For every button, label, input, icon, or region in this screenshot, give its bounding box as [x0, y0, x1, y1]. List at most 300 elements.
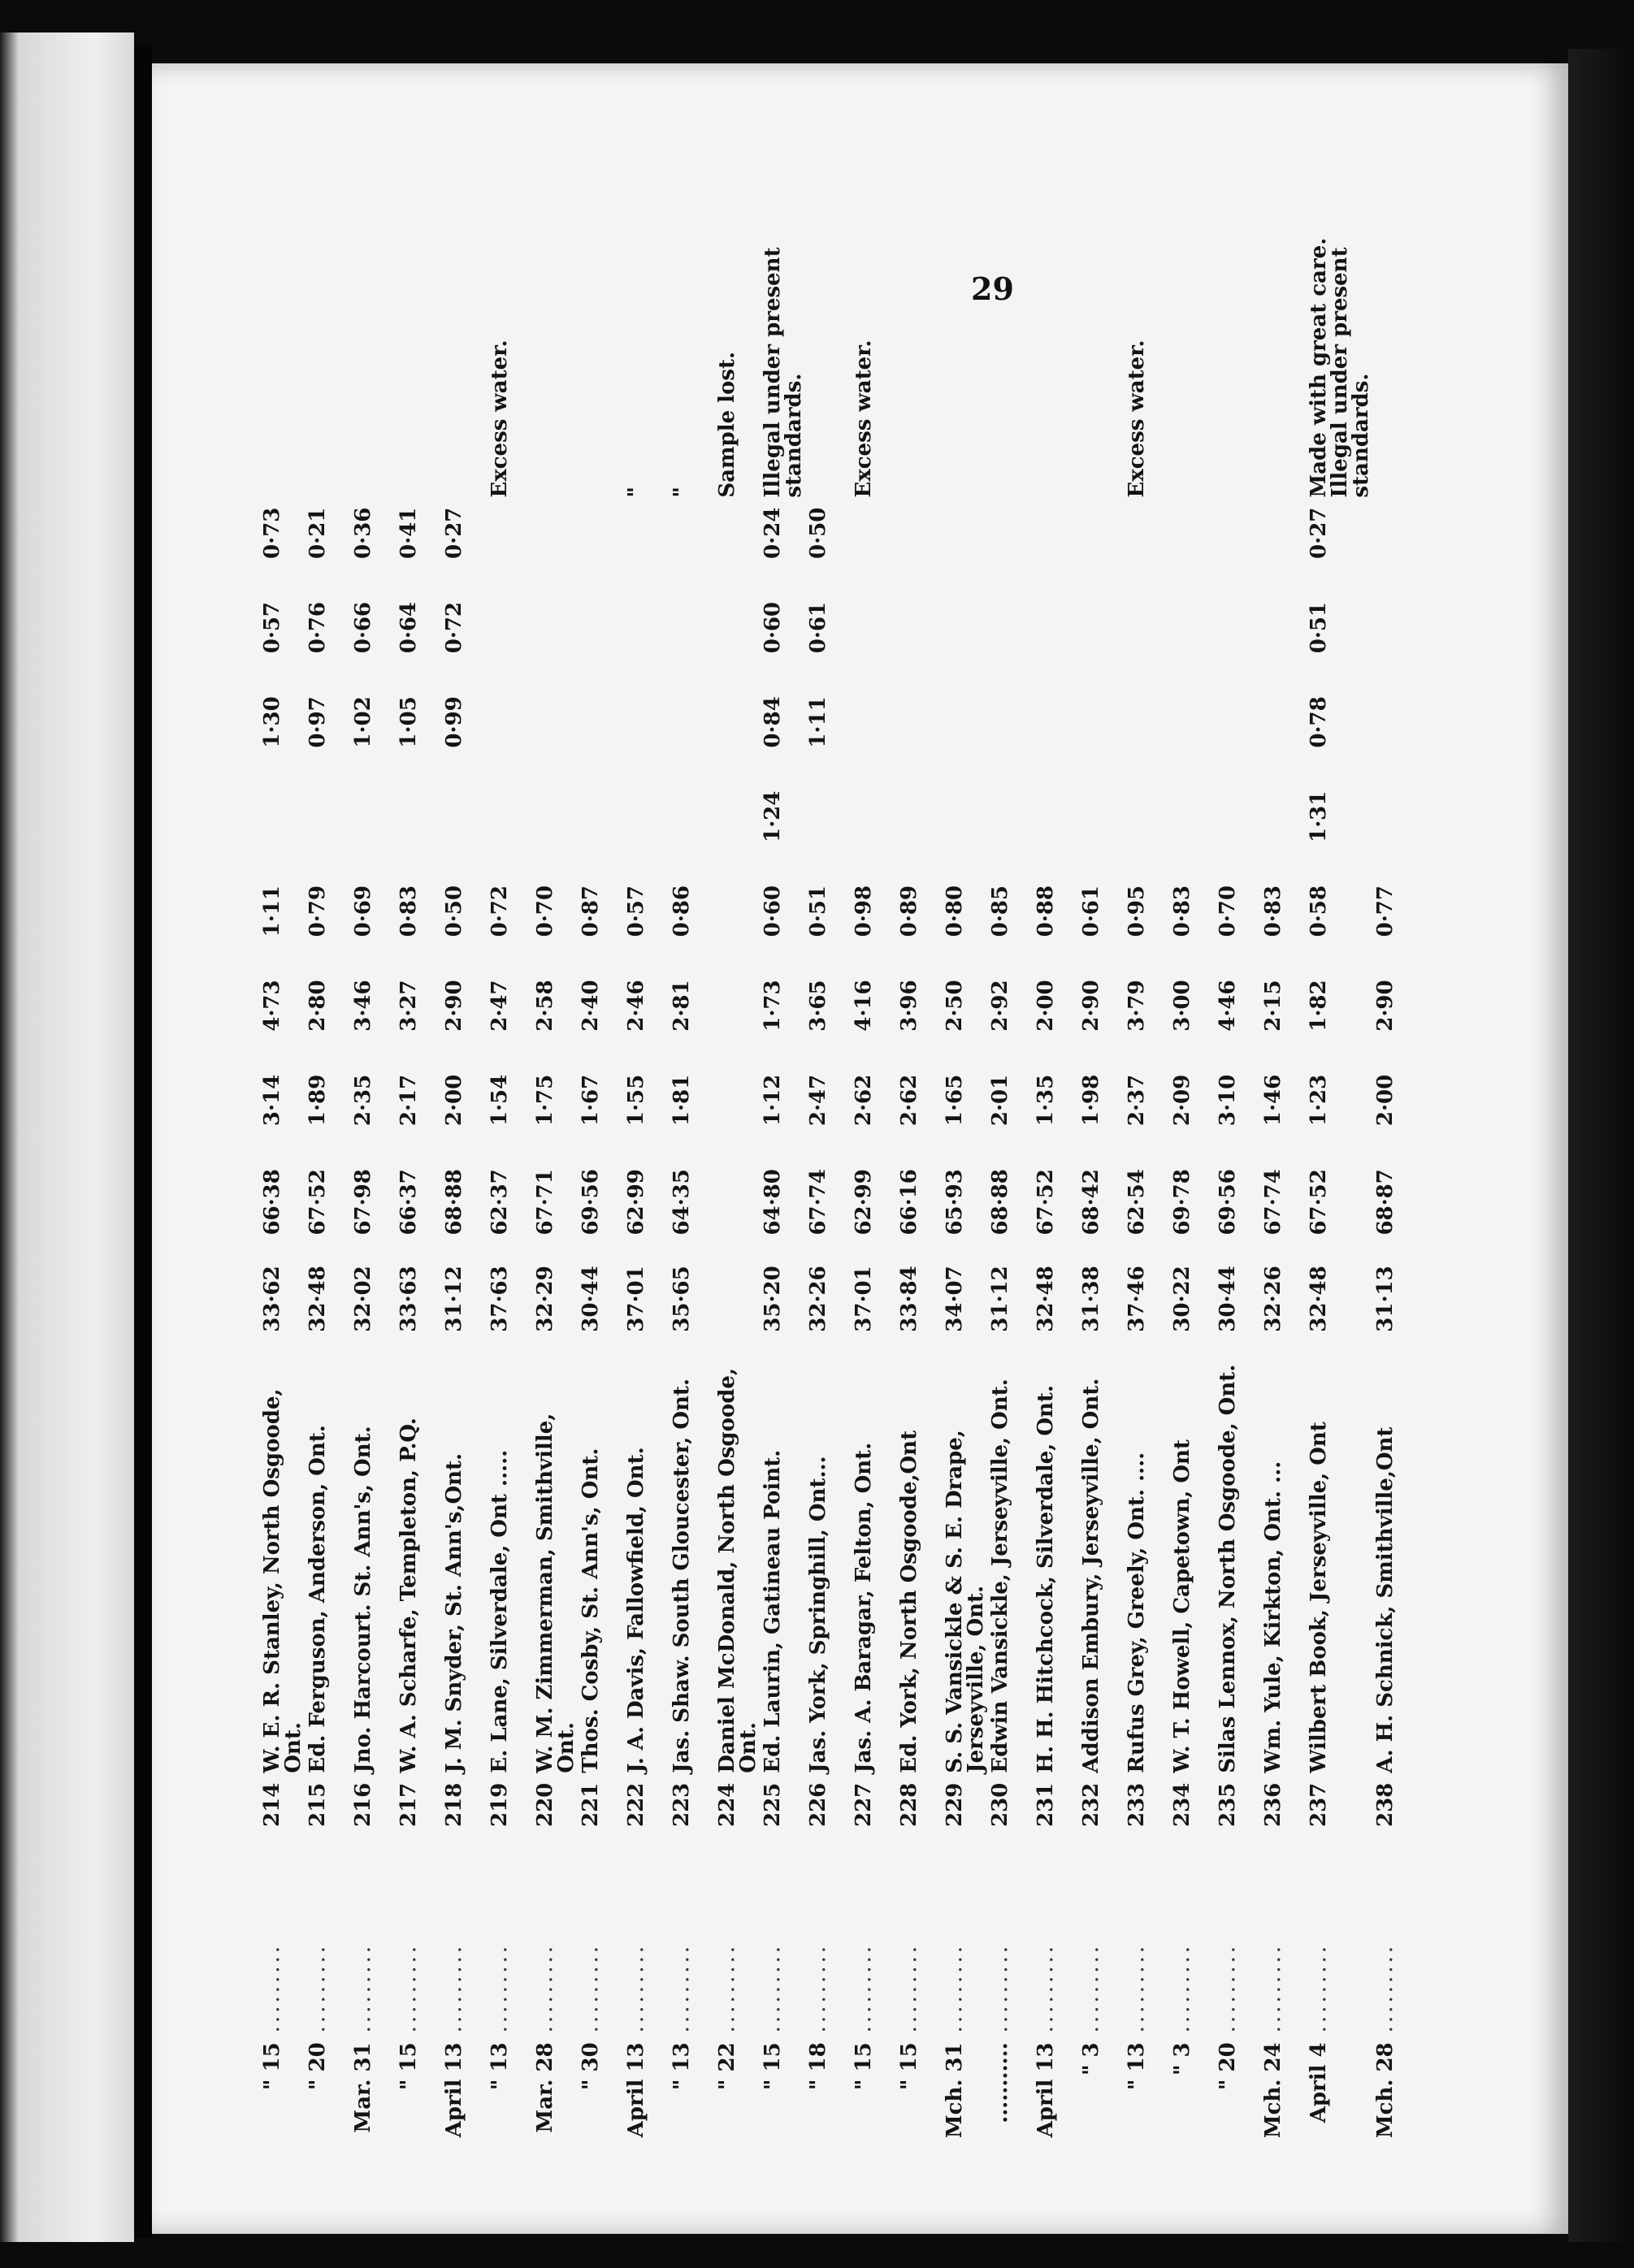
page-number: 29: [971, 271, 1014, 307]
row-col-4: 2·50: [943, 980, 967, 1032]
row-number: 221: [579, 1782, 603, 1827]
row-name: Edwin Vansickle, Jerseyville, Ont.: [988, 1379, 1012, 1773]
row-leader: .........: [488, 1942, 512, 2033]
row-col-5: 0·83: [1170, 885, 1194, 937]
row-date: April 13: [442, 2042, 466, 2138]
row-remark: [351, 179, 397, 503]
row-col-4: 3·96: [897, 980, 921, 1032]
row-col-5: 0·51: [806, 885, 830, 937]
row-name: Wm. Yule, Kirkton, Ont. ...: [1261, 1461, 1285, 1773]
row-col-2: 67·74: [806, 1169, 830, 1236]
row-col-6: [1170, 786, 1216, 881]
row-col-7: [533, 691, 579, 786]
row-col-6: [351, 786, 397, 881]
row-col-2: 67·71: [533, 1169, 557, 1236]
row-number: 234: [1170, 1782, 1194, 1827]
row-leader: .........: [397, 1942, 421, 2033]
row-col-8: 0·51: [1307, 601, 1331, 654]
row-col-3: 2·09: [1170, 1074, 1194, 1127]
row-col-4: 1·73: [761, 980, 785, 1032]
row-col-6: [260, 786, 306, 881]
row-col-3: 2·00: [1373, 1074, 1398, 1127]
table-row: [988, 179, 1034, 2145]
row-col-8: [1125, 597, 1170, 691]
row-col-4: 2·80: [306, 980, 330, 1032]
row-leader: .........: [670, 1942, 694, 2033]
row-col-1: 33·63: [397, 1266, 421, 1332]
row-date: Mch. 28: [1373, 2042, 1398, 2139]
row-col-1: 33·84: [897, 1266, 921, 1332]
row-col-7: [1216, 691, 1261, 786]
table-row: [579, 179, 624, 2145]
row-col-5: 0·80: [943, 885, 967, 937]
row-col-4: 2·90: [1079, 980, 1103, 1032]
row-col-3: 1·54: [488, 1074, 512, 1127]
row-remark: [1216, 179, 1261, 503]
row-name: Ed. Laurin, Gatineau Point.: [761, 1449, 785, 1773]
row-remark: [988, 179, 1034, 503]
row-leader: .........: [761, 1942, 785, 2033]
row-col-5: 0·79: [306, 885, 330, 937]
row-name: W. E. R. Stanley, North Osgoode, Ont.: [260, 1388, 306, 1773]
row-col-7: [579, 691, 624, 786]
row-col-1: 30·44: [1216, 1266, 1240, 1332]
row-col-8: 0·60: [761, 601, 785, 654]
row-col-8: [852, 597, 897, 691]
row-number: 235: [1216, 1782, 1240, 1827]
row-col-4: 2·81: [670, 980, 694, 1032]
row-col-1: 32·48: [1034, 1266, 1058, 1332]
table-row: [897, 179, 943, 2145]
row-col-1: 35·20: [761, 1266, 785, 1332]
row-col-3: 2·47: [806, 1074, 830, 1127]
row-name: Rufus Grey, Greely, Ont. ....: [1125, 1452, 1149, 1773]
row-leader: .........: [852, 1942, 876, 2033]
row-col-8: [579, 597, 624, 691]
row-col-6: [579, 786, 624, 881]
row-col-4: 4·46: [1216, 980, 1240, 1032]
row-remark: [306, 179, 351, 503]
row-number: 226: [806, 1782, 830, 1827]
row-col-3: 2·37: [1125, 1074, 1149, 1127]
row-col-1: 32·48: [1307, 1266, 1331, 1332]
row-leader: .........: [988, 1942, 1012, 2033]
row-number: 224: [715, 1782, 739, 1827]
row-date: " 15: [897, 2042, 921, 2091]
row-col-5: 0·98: [852, 885, 876, 937]
row-name: Silas Lennox, North Osgoode, Ont.: [1216, 1364, 1240, 1773]
row-col-1: 37·01: [852, 1266, 876, 1332]
row-col-3: 2·62: [852, 1074, 876, 1127]
row-col-6: [943, 786, 988, 881]
row-col-2: [715, 1164, 761, 1261]
row-remark: [260, 179, 306, 503]
table-row: [852, 179, 897, 2145]
row-col-4: 2·40: [579, 980, 603, 1032]
row-date: April 13: [624, 2042, 648, 2138]
table-row: [806, 179, 852, 2145]
row-date: April 4: [1307, 2042, 1331, 2123]
row-col-9: 0·50: [806, 507, 830, 559]
row-col-8: [488, 597, 533, 691]
row-number: 228: [897, 1782, 921, 1827]
row-col-5: 0·60: [761, 885, 785, 937]
row-col-3: 1·35: [1034, 1074, 1058, 1127]
row-col-8: [943, 597, 988, 691]
row-leader: .........: [1079, 1942, 1103, 2033]
row-col-9: [670, 503, 715, 597]
row-col-6: [397, 786, 442, 881]
row-col-1: 34·07: [943, 1266, 967, 1332]
row-col-3: 3·10: [1216, 1074, 1240, 1127]
row-number: 229: [943, 1782, 967, 1827]
row-col-1: 35·65: [670, 1266, 694, 1332]
row-leader: .........: [806, 1942, 830, 2033]
table-row: [1170, 179, 1216, 2145]
row-col-9: 0·41: [397, 507, 421, 559]
row-col-2: 64·80: [761, 1169, 785, 1236]
table-row: [670, 179, 715, 2145]
row-col-3: 2·00: [442, 1074, 466, 1127]
row-col-4: 3·65: [806, 980, 830, 1032]
table-row: [624, 179, 670, 2145]
row-col-1: 30·44: [579, 1266, 603, 1332]
row-col-7: 0·99: [442, 696, 466, 748]
row-col-5: 0·70: [1216, 885, 1240, 937]
table-row: [533, 179, 579, 2145]
row-col-1: 31·12: [442, 1266, 466, 1332]
row-col-2: 67·74: [1261, 1169, 1285, 1236]
table-row: [761, 179, 806, 2145]
row-date: Mar. 28: [533, 2042, 557, 2133]
row-col-7: 1·11: [806, 696, 830, 748]
row-leader: .........: [715, 1942, 739, 2033]
row-col-9: [943, 503, 988, 597]
row-col-5: 0·57: [624, 885, 648, 937]
row-col-9: [579, 503, 624, 597]
row-leader: .........: [442, 1942, 466, 2033]
row-remark: [897, 179, 943, 503]
row-col-7: [852, 691, 897, 786]
row-col-6: [852, 786, 897, 881]
row-col-9: 0·24: [761, 507, 785, 559]
row-name: Jas. Shaw. South Gloucester, Ont.: [670, 1379, 694, 1773]
row-col-7: [1125, 691, 1170, 786]
row-col-2: 62·37: [488, 1169, 512, 1236]
row-number: 219: [488, 1782, 512, 1827]
row-col-3: 1·65: [943, 1074, 967, 1127]
row-name: J. A. Davis, Fallowfield, Ont.: [624, 1447, 648, 1773]
row-date: " 30: [579, 2042, 603, 2091]
row-col-3: 2·62: [897, 1074, 921, 1127]
row-remark: [1079, 179, 1125, 503]
row-col-4: 2·90: [1373, 980, 1398, 1032]
row-col-7: 1·05: [397, 696, 421, 748]
row-col-3: 1·55: [624, 1074, 648, 1127]
row-leader: .........: [1307, 1942, 1331, 2033]
analysis-table: [260, 179, 1419, 2145]
row-col-7: [624, 691, 670, 786]
row-remark: [1373, 179, 1419, 503]
row-col-9: [488, 503, 533, 597]
row-col-5: 0·69: [351, 885, 375, 937]
row-col-6: 1·24: [761, 790, 785, 843]
row-remark: [806, 179, 852, 503]
row-col-5: 0·88: [1034, 885, 1058, 937]
row-date: Mch. 31: [943, 2042, 967, 2139]
row-leader: .........: [897, 1942, 921, 2033]
row-date: April 13: [1034, 2042, 1058, 2138]
row-col-3: 1·12: [761, 1074, 785, 1127]
row-col-7: 0·78: [1307, 696, 1331, 748]
row-col-3: 3·14: [260, 1074, 284, 1127]
row-col-5: 0·58: [1307, 885, 1331, 937]
row-col-7: [670, 691, 715, 786]
row-remark: [442, 179, 488, 503]
row-leader: .........: [943, 1942, 967, 2033]
row-col-8: 0·57: [260, 601, 284, 654]
row-date: " 13: [488, 2042, 512, 2091]
row-col-2: 65·93: [943, 1169, 967, 1236]
row-number: 230: [988, 1782, 1012, 1827]
row-col-7: [1261, 691, 1307, 786]
row-date: Mch. 24: [1261, 2042, 1285, 2139]
row-col-6: [988, 786, 1034, 881]
row-remark: [1170, 179, 1216, 503]
row-name: A. H. Schnick, Smithville,Ont: [1373, 1426, 1398, 1773]
row-number: 227: [852, 1782, 876, 1827]
row-col-3: 1·46: [1261, 1074, 1285, 1127]
row-col-5: 0·85: [988, 885, 1012, 937]
row-col-3: 2·01: [988, 1074, 1012, 1127]
row-col-3: 1·67: [579, 1074, 603, 1127]
row-col-3: 1·81: [670, 1074, 694, 1127]
row-col-7: [488, 691, 533, 786]
row-col-4: 2·46: [624, 980, 648, 1032]
row-name: Ed. York, North Osgoode,Ont: [897, 1430, 921, 1773]
row-leader: .........: [1034, 1942, 1058, 2033]
row-date: ...........: [988, 2042, 1012, 2123]
row-col-4: 1·82: [1307, 980, 1331, 1032]
row-leader: .........: [351, 1942, 375, 2033]
row-col-1: 32·26: [1261, 1266, 1285, 1332]
row-col-2: 62·54: [1125, 1169, 1149, 1236]
book-spine: [134, 45, 152, 2238]
row-number: 231: [1034, 1782, 1058, 1827]
row-col-9: [1216, 503, 1261, 597]
row-name: Ed. Ferguson, Anderson, Ont.: [306, 1425, 330, 1773]
row-date: " 13: [1125, 2042, 1149, 2091]
row-name: S. S. Vansickle & S. E. Drape, Jerseyville, Ont.: [943, 1430, 988, 1773]
row-number: 223: [670, 1782, 694, 1827]
row-leader: .........: [579, 1942, 603, 2033]
row-col-2: 68·88: [442, 1169, 466, 1236]
row-col-2: 67·52: [1307, 1169, 1331, 1236]
row-col-3: [715, 1070, 761, 1164]
row-col-8: [624, 597, 670, 691]
row-col-6: [306, 786, 351, 881]
row-col-4: [715, 975, 761, 1069]
row-col-1: 31·12: [988, 1266, 1012, 1332]
row-col-8: 0·64: [397, 601, 421, 654]
row-date: " 20: [306, 2042, 330, 2091]
table-row: [715, 179, 761, 2145]
row-name: Daniel McDonald, North Osgoode, Ont.: [715, 1367, 761, 1773]
row-col-7: [1170, 691, 1216, 786]
table-row: [306, 179, 351, 2145]
row-leader: .........: [1261, 1942, 1285, 2033]
row-col-3: 1·98: [1079, 1074, 1103, 1127]
row-name: J. M. Snyder, St. Ann's,Ont.: [442, 1452, 466, 1773]
row-number: 225: [761, 1782, 785, 1827]
row-col-9: [1034, 503, 1079, 597]
row-number: 218: [442, 1782, 466, 1827]
row-col-4: 3·00: [1170, 980, 1194, 1032]
row-col-9: [533, 503, 579, 597]
row-col-4: 2·90: [442, 980, 466, 1032]
table-row: [488, 179, 533, 2145]
row-col-9: [1170, 503, 1216, 597]
row-col-1: 37·63: [488, 1266, 512, 1332]
row-col-6: [442, 786, 488, 881]
row-col-6: [806, 786, 852, 881]
row-col-7: 1·02: [351, 696, 375, 748]
right-edge: [1568, 49, 1634, 2242]
row-col-3: 2·17: [397, 1074, 421, 1127]
table-body: [260, 179, 1419, 2145]
table-row: [397, 179, 442, 2145]
row-col-5: 0·77: [1373, 885, 1398, 937]
row-col-8: [988, 597, 1034, 691]
row-col-5: 0·70: [533, 885, 557, 937]
row-col-2: 66·16: [897, 1169, 921, 1236]
row-remark: [1034, 179, 1079, 503]
row-col-1: 32·26: [806, 1266, 830, 1332]
row-col-8: [533, 597, 579, 691]
table-row: [943, 179, 988, 2145]
row-remark: [943, 179, 988, 503]
row-col-3: 1·23: [1307, 1074, 1331, 1127]
row-col-7: [1034, 691, 1079, 786]
row-name: Jas. A. Baragar, Felton, Ont.: [852, 1442, 876, 1773]
row-col-2: 68·42: [1079, 1169, 1103, 1236]
row-col-8: 0·72: [442, 601, 466, 654]
row-remark: Excess water.: [852, 340, 876, 498]
row-name: Addison Embury, Jerseyville, Ont.: [1079, 1378, 1103, 1773]
row-name: Jno. Harcourt. St. Ann's, Ont.: [351, 1426, 375, 1773]
row-leader: .........: [1373, 1942, 1398, 2033]
row-col-8: [1261, 597, 1307, 691]
row-col-4: 2·58: [533, 980, 557, 1032]
row-col-3: 1·75: [533, 1074, 557, 1127]
row-col-4: 2·92: [988, 980, 1012, 1032]
row-col-4: 2·47: [488, 980, 512, 1032]
row-date: " 20: [1216, 2042, 1240, 2091]
row-col-5: 0·72: [488, 885, 512, 937]
row-col-6: [670, 786, 715, 881]
row-col-6: [1261, 786, 1307, 881]
row-col-1: 32·02: [351, 1266, 375, 1332]
row-col-4: 4·16: [852, 980, 876, 1032]
row-col-2: 67·52: [306, 1169, 330, 1236]
row-number: 217: [397, 1782, 421, 1827]
row-col-6: [1125, 786, 1170, 881]
row-name: W. A. Scharfe, Templeton, P.Q.: [397, 1418, 421, 1773]
row-number: 220: [533, 1782, 557, 1827]
row-date: " 3: [1170, 2042, 1194, 2076]
row-number: 237: [1307, 1782, 1331, 1827]
row-leader: .........: [1125, 1942, 1149, 2033]
row-col-1: 32·29: [533, 1266, 557, 1332]
row-col-5: 0·86: [670, 885, 694, 937]
row-remark: Excess water.: [488, 340, 512, 498]
row-col-7: [715, 691, 761, 786]
row-leader: .........: [533, 1942, 557, 2033]
row-col-2: 66·37: [397, 1169, 421, 1236]
row-col-7: 1·30: [260, 696, 284, 748]
row-date: " 15: [397, 2042, 421, 2091]
row-col-6: [1034, 786, 1079, 881]
row-name: Wilbert Book, Jerseyville, Ont: [1307, 1422, 1331, 1773]
row-col-2: 64·35: [670, 1169, 694, 1236]
row-col-6: [1373, 786, 1419, 881]
row-col-8: 0·61: [806, 601, 830, 654]
row-col-6: [488, 786, 533, 881]
table-row: [351, 179, 397, 2145]
row-name: E. Lane, Silverdale, Ont .....: [488, 1449, 512, 1773]
row-col-8: [1216, 597, 1261, 691]
row-remark: Sample lost.: [715, 351, 739, 498]
row-col-1: 31·38: [1079, 1266, 1103, 1332]
row-date: " 13: [670, 2042, 694, 2091]
row-remark: ": [670, 487, 694, 498]
table-row: [1034, 179, 1079, 2145]
row-col-6: [897, 786, 943, 881]
row-col-8: [1170, 597, 1216, 691]
row-leader: .........: [1170, 1942, 1194, 2033]
row-col-4: 3·27: [397, 980, 421, 1032]
row-leader: .........: [306, 1942, 330, 2033]
row-col-1: [715, 1261, 761, 1357]
row-col-3: 2·35: [351, 1074, 375, 1127]
row-col-1: 33·62: [260, 1266, 284, 1332]
row-col-5: 0·50: [442, 885, 466, 937]
row-col-7: [988, 691, 1034, 786]
row-col-8: [670, 597, 715, 691]
row-col-7: [943, 691, 988, 786]
row-col-5: [715, 881, 761, 975]
row-date: " 15: [761, 2042, 785, 2091]
row-col-9: [852, 503, 897, 597]
row-name: Jas. York, Springhill, Ont...: [806, 1456, 830, 1773]
row-name: W. T. Howell, Capetown, Ont: [1170, 1439, 1194, 1773]
table-row: [1216, 179, 1261, 2145]
row-col-7: [1373, 691, 1419, 786]
row-remark: [397, 179, 442, 503]
row-col-5: 0·95: [1125, 885, 1149, 937]
row-col-2: 69·78: [1170, 1169, 1194, 1236]
row-col-8: 0·66: [351, 601, 375, 654]
row-col-1: 30·22: [1170, 1266, 1194, 1332]
table-row: [1125, 179, 1170, 2145]
table-row: [260, 179, 306, 2145]
row-number: 232: [1079, 1782, 1103, 1827]
row-col-2: 68·87: [1373, 1169, 1398, 1236]
row-date: " 15: [260, 2042, 284, 2091]
row-remark: [533, 179, 579, 503]
row-number: 233: [1125, 1782, 1149, 1827]
row-name: W. M. Zimmerman, Smithville, Ont.: [533, 1413, 579, 1773]
